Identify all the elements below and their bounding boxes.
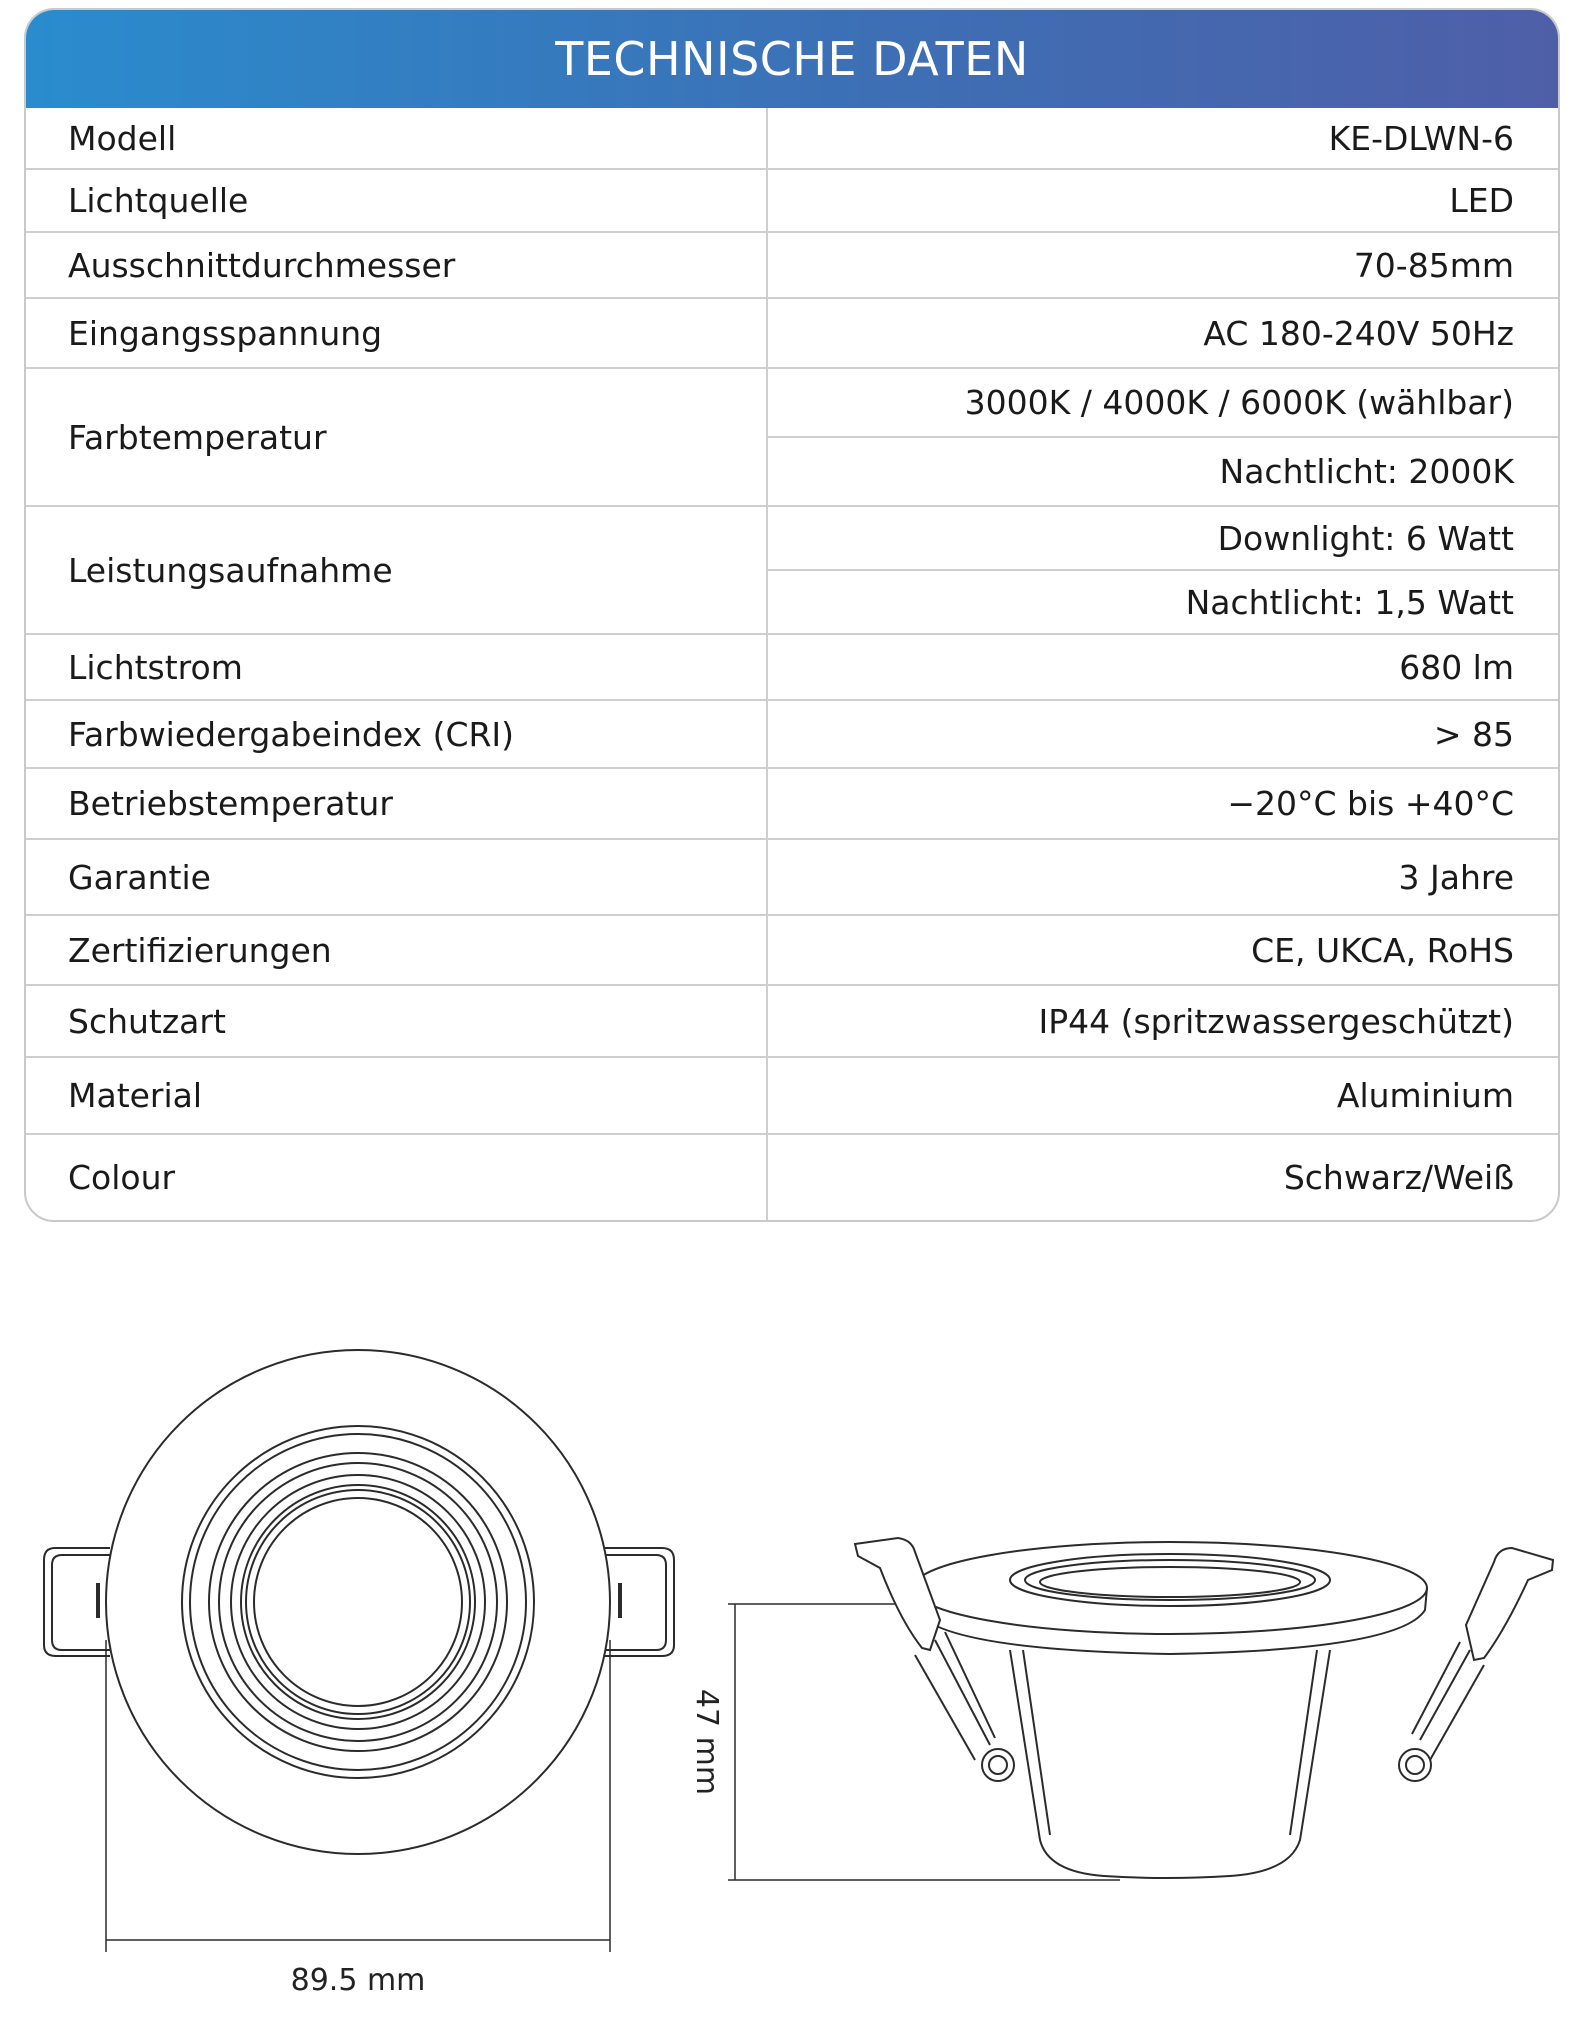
spec-values (768, 769, 1558, 838)
spec-label: Material (26, 1058, 768, 1133)
spec-label: Eingangsspannung (26, 299, 768, 367)
spec-label: Colour (26, 1135, 768, 1220)
spec-row (26, 699, 1558, 767)
spec-label: Schutzart (26, 986, 768, 1056)
spec-row (26, 838, 1558, 914)
spec-values (768, 507, 1558, 633)
spec-value: Schwarz/Weiß (1283, 1158, 1514, 1197)
spec-values (768, 916, 1558, 984)
spec-table (24, 8, 1560, 1222)
spec-label: Lichtstrom (26, 635, 768, 699)
spec-row (26, 1133, 1558, 1220)
spec-header (26, 10, 1558, 108)
spec-row (26, 367, 1558, 505)
spec-values (768, 233, 1558, 297)
side-view-drawing (728, 1538, 1553, 1880)
spec-values (768, 108, 1558, 168)
spec-row (26, 108, 1558, 168)
spec-label: Modell (26, 108, 768, 168)
spec-rows (26, 108, 1558, 1220)
spec-values (768, 635, 1558, 699)
spec-value: > 85 (1433, 714, 1514, 754)
spec-value: 3000K / 4000K / 6000K (wählbar) (964, 383, 1514, 422)
spec-values (768, 1058, 1558, 1133)
spec-row (26, 633, 1558, 699)
spec-value: KE-DLWN-6 (1328, 118, 1514, 158)
spec-value: Aluminium (1336, 1076, 1514, 1115)
spec-row (26, 767, 1558, 838)
spec-label: Ausschnittdurchmesser (26, 233, 768, 297)
spec-row (26, 168, 1558, 231)
spec-label: Farbtemperatur (26, 369, 768, 505)
width-dimension-label: 89.5 mm (290, 1963, 426, 1998)
spec-label: Betriebstemperatur (26, 769, 768, 838)
spec-values (768, 299, 1558, 367)
spec-values (768, 986, 1558, 1056)
spec-value: IP44 (spritzwassergeschützt) (1038, 1001, 1514, 1041)
spec-row (26, 914, 1558, 984)
spec-value: Nachtlicht: 2000K (768, 436, 1558, 505)
spec-values (768, 369, 1558, 505)
spec-title: TECHNISCHE DATEN (555, 32, 1029, 86)
spec-label: Leistungsaufnahme (26, 507, 768, 633)
spec-value: AC 180-240V 50Hz (1203, 313, 1514, 353)
spec-values (768, 840, 1558, 914)
spec-label: Zertifizierungen (26, 916, 768, 984)
spec-row (26, 231, 1558, 297)
spec-row (26, 297, 1558, 367)
spec-value: −20°C bis +40°C (1227, 784, 1514, 823)
spec-values (768, 1135, 1558, 1220)
top-view-drawing (44, 1350, 674, 1952)
spec-value: Downlight: 6 Watt (1217, 518, 1514, 558)
spec-values (768, 701, 1558, 767)
spec-row (26, 984, 1558, 1056)
spec-value: 70-85mm (1353, 245, 1514, 285)
spec-value: 680 lm (1399, 647, 1514, 687)
spec-value: LED (1449, 181, 1514, 220)
height-dimension-label: 47 mm (689, 1688, 724, 1796)
spec-values (768, 170, 1558, 231)
spec-row (26, 505, 1558, 633)
technical-drawings (0, 1230, 1584, 2041)
spec-value: 3 Jahre (1398, 857, 1514, 897)
spec-label: Lichtquelle (26, 170, 768, 231)
spec-label: Farbwiedergabeindex (CRI) (26, 701, 768, 767)
spec-row (26, 1056, 1558, 1133)
spec-label: Garantie (26, 840, 768, 914)
spec-value: Nachtlicht: 1,5 Watt (768, 569, 1558, 633)
spec-value: CE, UKCA, RoHS (1251, 930, 1514, 970)
